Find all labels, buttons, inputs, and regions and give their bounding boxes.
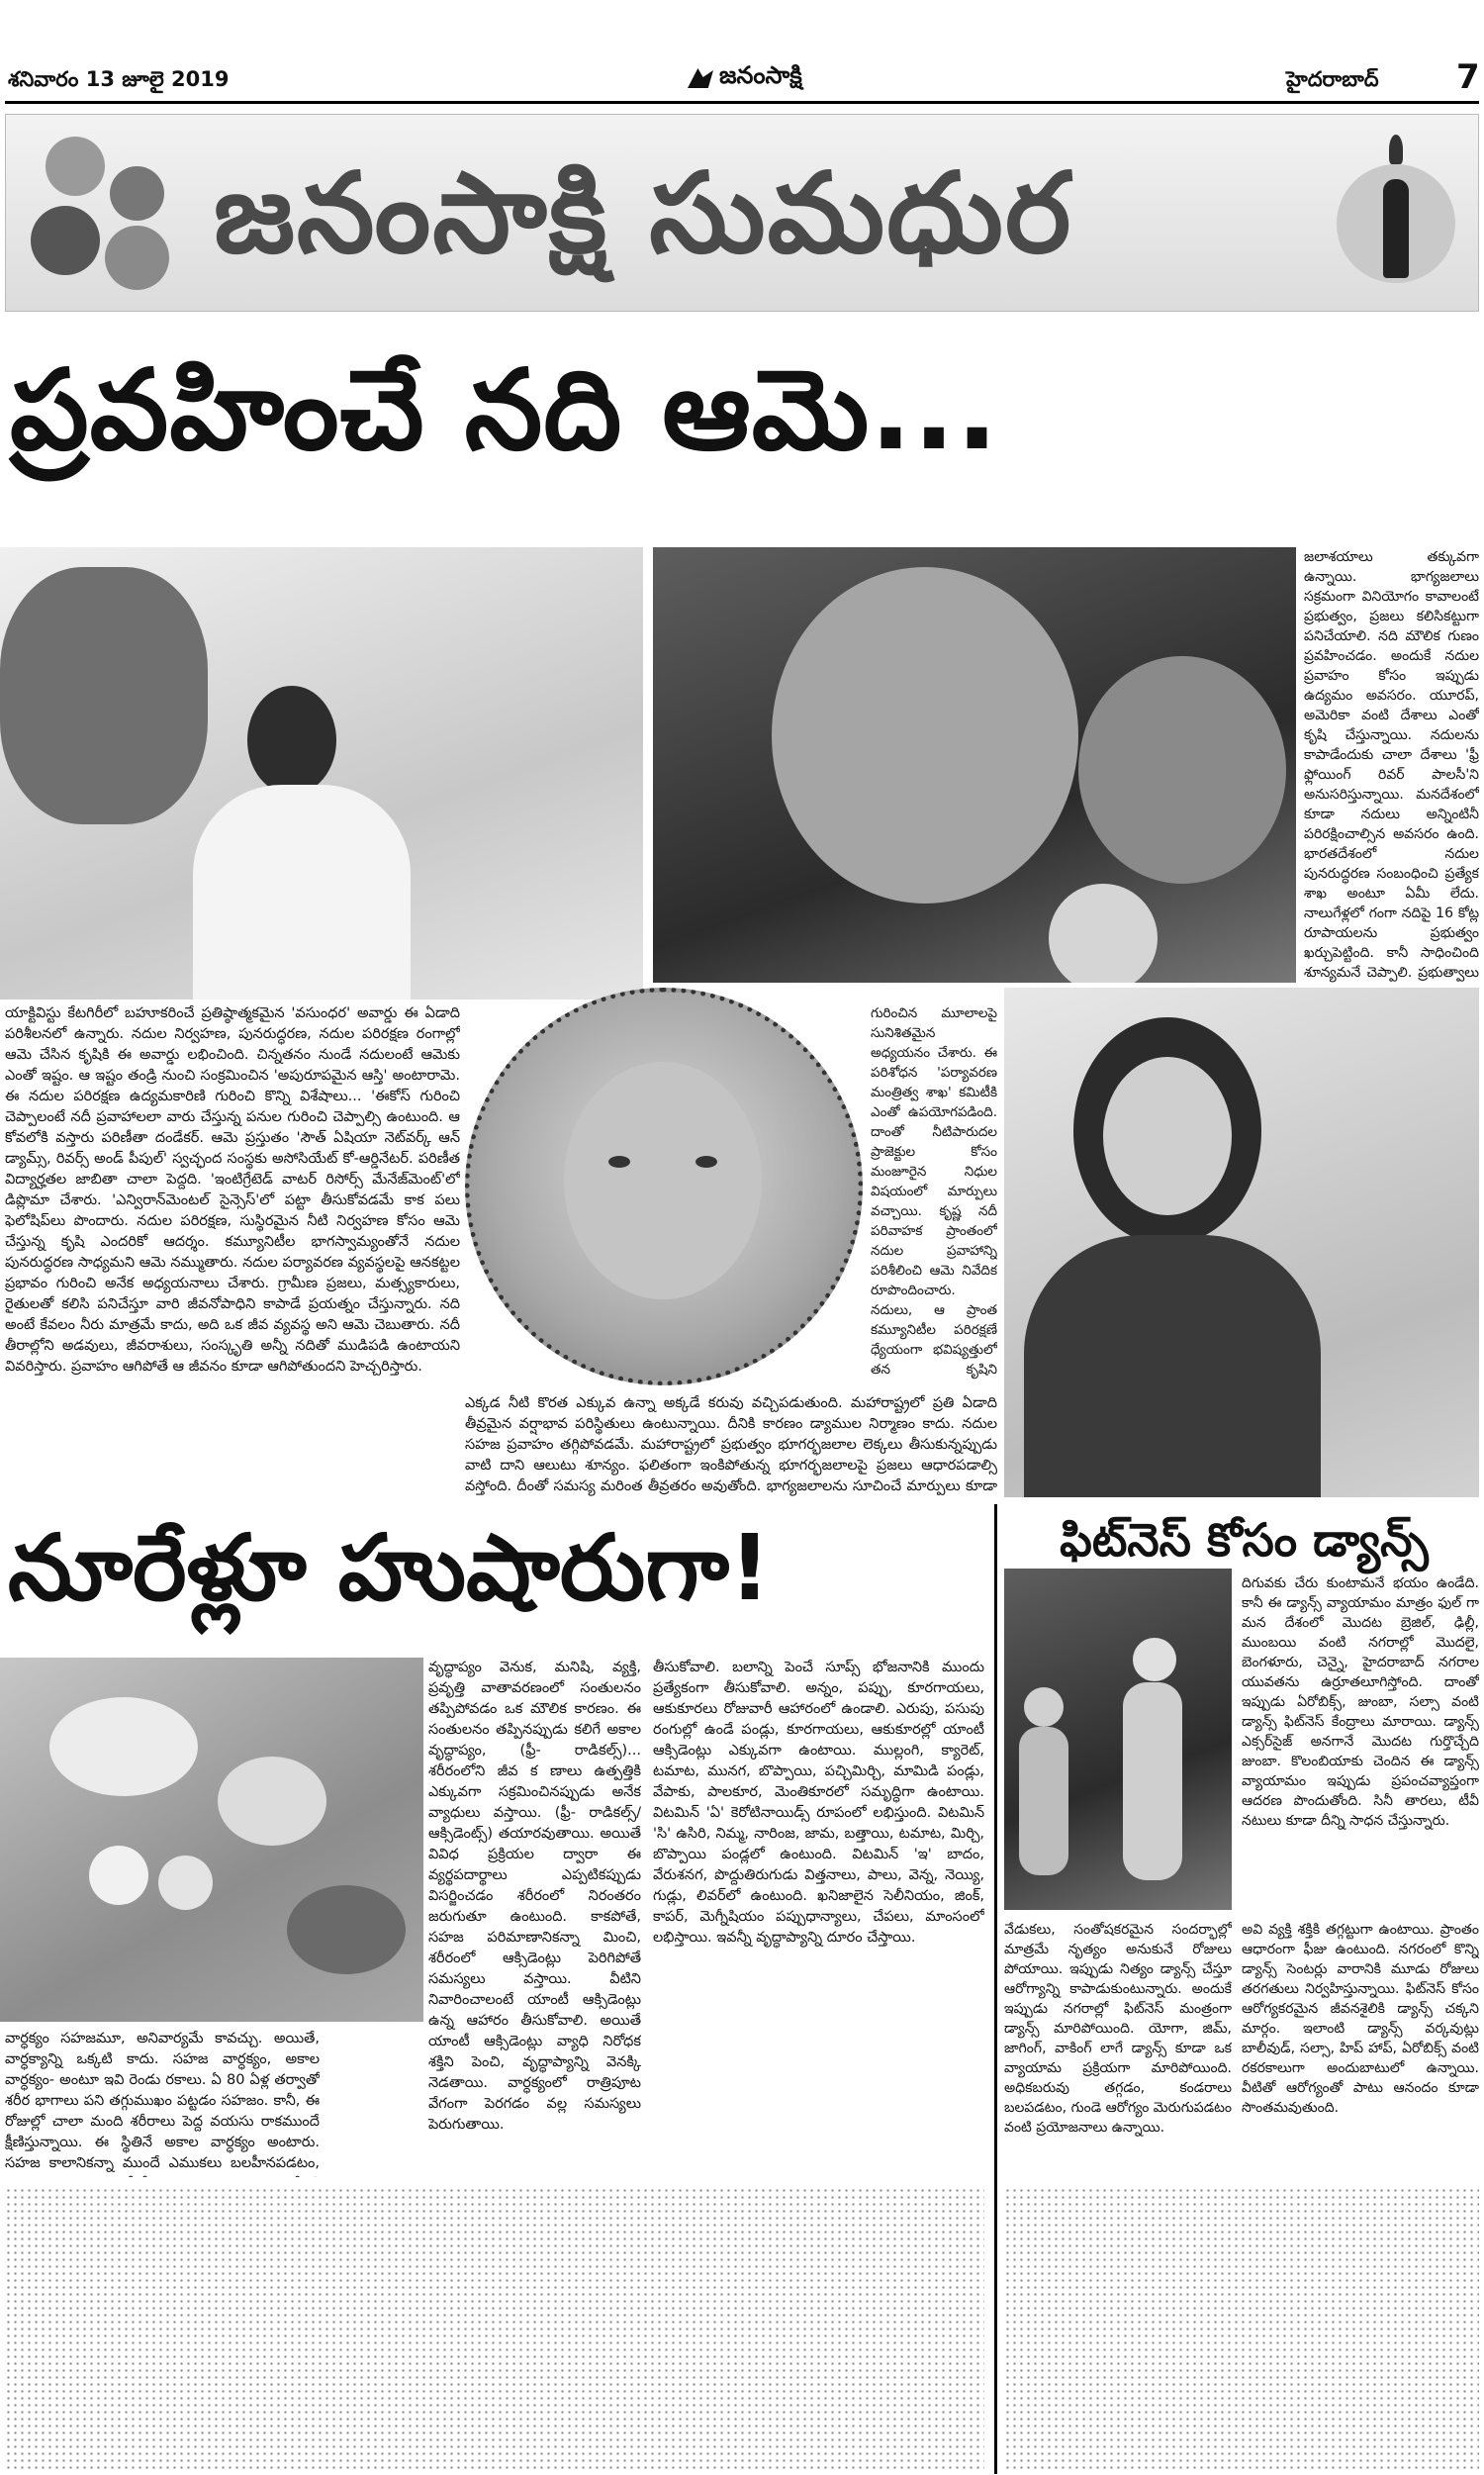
photo-woman-forest xyxy=(0,547,643,1000)
header-date: శనివారం 13 జూలై 2019 xyxy=(8,67,230,91)
banner xyxy=(5,114,1479,312)
story1-col3: జలాశయాలు తక్కువగా ఉన్నాయి. భాగ్యజలాలు సక్రమంగా వినియోగం కావాలంటే ప్రభుత్వం, ప్రజలు కలిసికట్టుగా పనిచేయాలి. నది మౌలిక గుణం ప్రవహించడం. అందుకే నదుల ప్రవాహం కోసం ఇప్పుడు ఉద్యమం అవసరం. యూరప్, అమెరికా వంటి దేశాలు ఎంతో కృషి చేస్తున్నాయి. నదులను కాపాడేందుకు చాలా దేశాలు 'ఫ్రీ ఫ్లోయింగ్ రివర్ పాలసీ'ని అనుసరిస్తున్నాయి. మనదేశంలో కూడా నదులు అన్నింటినీ పరిరక్షించాల్సిన అవసరం ఉంది. భారతదేశంలో నదుల పునరుద్ధరణ సంబంధించి ప్రత్యేక శాఖ అంటూ ఏమీ లేదు. నాలుగేళ్లలో గంగా నదిపై 16 కోట్ల రూపాయలను ప్రభుత్వం ఖర్చుపెట్టింది. కానీ సాధించింది శూన్యమనే చెప్పాలి. ప్రభుత్వాలు xyxy=(1304,549,1479,981)
story2-col3: తీసుకోవాలి. బలాన్ని పెంచే సూప్స్ భోజనానికి ముందు ప్రత్యేకంగా తీసుకోవాలి. అన్నం, పప్పు, కూరగాయలు, ఆకుకూరలు రోజువారీ ఆహారంలో ఉండాలి. ఎరుపు, పసుపు రంగుల్లో ఉండే పండ్లు, కూరగాయలు, ఆకుకూరల్లో యాంటీ ఆక్సిడెంట్లు ఎక్కువగా ఉంటాయి. ముల్లంగి, క్యారెట్, టమాట, మునగ, బొప్పాయి, పచ్చిమిర్చి, మామిడి పండ్లు, వేపాకు, పాలకూర, మెంతికూరలో సమృద్ధిగా ఉంటాయి. విటమిన్ 'ఏ' కెరోటినాయిడ్స్ రూపంలో లభిస్తుంది. విటమిన్ 'సి' ఉసిరి, నిమ్మ, నారింజ, జామ, బత్తాయి, టమాట, మిర్చి, బొప్పాయి పండ్లలో ఉంటుంది. విటమిన్ 'ఇ' బాదం, వేరుశనగ, పొద్దుతిరుగుడు విత్తనాలు, పాలు, వెన్న, నెయ్యి, గుడ్లు, లివర్‌లో ఉంటుంది. ఖనిజాలైన సెలీనియం, జింక్, కాపర్, మెగ్నీషియం పప్పుధాన్యాలు, చేపలు, మాంసంలో లభిస్తాయి. ఇవన్నీ వృద్ధాప్యాన్ని దూరం చేస్తాయి. xyxy=(653,1660,984,1946)
story3-divider xyxy=(994,1504,997,2474)
story2-headline: నూరేళ్లూ హుషారుగా! xyxy=(8,1515,771,1621)
story3-col1: దిగువకు చేరు కుంటామనే భయం ఉండేది. కానీ ఈ డ్యాన్స్ వ్యాయామం మాత్రం ఫుల్ గా మన దేశంలో మొదట బ్రెజిల్, ఢిల్లీ, ముంబయి వంటి నగరాల్లో మొదలై, బెంగళూరు, చెన్నై, హైదరాబాద్ నగరాల యువతను ఉర్రూతలూగిస్తోంది. దాంతో ఇప్పుడు ఏరోబిక్స్, జుంబా, సల్సా వంటి డ్యాన్స్ ఫిట్‌నెస్ కేంద్రాలు మారాయి. డ్యాన్స్ ఎక్సర్‌సైజ్ అనగానే మొదట గుర్తొచ్చేది జుంబా. కొలంబియాకు చెందిన ఈ డ్యాన్స్ వ్యాయామం ఇప్పుడు ప్రపంచవ్యాప్తంగా ఆదరణ పొందుతోంది. సినీ తారలు, టీవీ నటులు కూడా దీన్ని సాధన చేస్తున్నారు. xyxy=(1242,1575,1479,1829)
logo-text: జనంసాక్షి xyxy=(719,61,802,89)
photo-woman-speaking xyxy=(653,547,1296,983)
photo-woman-saree xyxy=(1004,988,1479,1497)
header-city: హైదరాబాద్ xyxy=(1286,67,1379,91)
photo-circle-portrait xyxy=(465,988,863,1385)
story1-headline: ప్రవహించే నది ఆమె... xyxy=(10,346,999,475)
banner-left-illustration xyxy=(16,127,189,300)
story3-col2: వేడుకలు, సంతోషకరమైన సందర్భాల్లో మాత్రమే నృత్యం అనుకునే రోజులు పోయాయి. ఇప్పుడు నిత్యం డ్యాన్స్ చేస్తూ ఆరోగ్యాన్ని కాపాడుకుంటున్నారు. అందుకే ఇప్పుడు నగరాల్లో ఫిట్‌నెస్ మంత్రంగా డ్యాన్స్ మారిపోయింది. యోగా, జిమ్, జాగింగ్, వాకింగ్ లాగే డ్యాన్స్ కూడా ఒక వ్యాయామ ప్రక్రియగా మారిపోయింది. అధికబరువు తగ్గడం, కండరాలు బలపడటం, గుండె ఆరోగ్యం మెరుగుపడటం వంటి ప్రయోజనాలు ఉన్నాయి. xyxy=(1004,1922,1232,2136)
story1-col1: యాక్టివిస్టు కేటగిరీలో బహూకరించే ప్రతిష్ఠాత్మకమైన 'వసుంధర' అవార్డు ఈ ఏడాది పరిశీలనలో ఉన్నారు. నదుల నిర్వహణ, పునరుద్ధరణ, నదుల పరిరక్షణ రంగాల్లో ఆమె చేసిన కృషికి ఈ అవార్డు లభించింది. చిన్నతనం నుండే నదులంటే ఆమెకు ఎంతో ఇష్టం. ఆ ఇష్టం తండ్రి నుంచి సంక్రమించిన 'అపురూపమైన ఆస్తి' అంటారామె. ఈ నదుల పరిరక్షణ ఉద్యమకారిణి గురించి కొన్ని విశేషాలు... 'ఈకోస్ గురించి చెప్పాలంటే నదీ ప్రవాహాలలా వారు చేస్తున్న పనుల గురించి చెప్పాల్సి ఉంటుంది. ఆ కోవలోకి వస్తారు పరిణీతా దండేకర్. ఆమె ప్రస్తుతం 'సౌత్ ఏషియా నెట్‌వర్క్ ఆన్ డ్యామ్స్, రివర్స్ అండ్ పీపుల్' స్వచ్ఛంద సంస్థకు అసోసియేట్ కో-ఆర్డినేటర్. పరిణీత విద్యార్హతల జాబితా చాలా పెద్దది. 'ఇంటిగ్రేటెడ్ వాటర్ రిసోర్స్ మేనేజ్‌మెంట్'లో డిప్లొమా చేశారు. 'ఎన్విరాన్‌మెంటల్ సైన్సెస్'లో పట్టా తీసుకోవడమే కాక పలు ఫెలోషిప్‌లు పొందారు. నదుల పరిరక్షణ, సుస్థిరమైన నీటి నిర్వహణ కోసం ఆమె చేస్తున్న కృషి ఎందరికో ఆదర్శం. కమ్యూనిటీల భాగస్వామ్యంతోనే నదుల పునరుద్ధరణ సాధ్యమని ఆమె నమ్ముతారు. నదుల పర్యావరణ వ్యవస్థలపై ఆనకట్టల ప్రభావం గురించి అనేక అధ్యయనాలు చేశారు. గ్రామీణ ప్రజలు, మత్స్యకారులు, రైతులతో కలిసి పనిచేస్తూ వారి జీవనోపాధిని కాపాడే ప్రయత్నం చేస్తున్నారు. నది అంటే కేవలం నీరు మాత్రమే కాదు, అది ఒక జీవ వ్యవస్థ అని ఆమె చెబుతారు. నదీ తీరాల్లోని అడవులు, జీవరాశులు, సంస్కృతి అన్నీ నదితో ముడిపడి ఉంటాయని వివరిస్తారు. ప్రవాహం ఆగిపోతే ఆ జీవనం కూడా ఆగిపోతుందని హెచ్చరిస్తారు. xyxy=(5,1005,460,1375)
header-rule xyxy=(5,101,1479,104)
photo-dance-fitness xyxy=(1004,1569,1232,1910)
banner-right-emblem xyxy=(1322,135,1470,298)
story3-col3: అవి వ్యక్తి శక్తికి తగ్గట్టుగా ఉంటాయి. ప్రాంతం ఆధారంగా ఫీజు ఉంటుంది. నగరంలో కొన్ని డ్యాన్స్ సెంటర్లు వారానికి మూడు రోజులు తరగతులు నిర్వహిస్తున్నాయి. ఫిట్‌నెస్ కోసం ఆరోగ్యకరమైన జీవనశైలికి డ్యాన్స్ చక్కని మార్గం. ఇలాంటి డ్యాన్స్ వర్కవుట్లు బాలీవుడ్, సల్సా, హిప్ హాప్, ఏరోబిక్స్ వంటి రకరకాలుగా అందుబాటులో ఉన్నాయి. వీటితో ఆరోగ్యంతో పాటు ఆనందం కూడా సొంతమవుతుంది. xyxy=(1242,1922,1479,2116)
story2-col1: వార్ధక్యం సహజమూ, అనివార్యమే కావచ్చు. అయితే, వార్ధక్యాన్ని ఒక్కటి కాదు. సహజ వార్ధక్యం, అకాల వార్ధక్యం- అంటూ ఇవి రెండు రకాలు. ఏ 80 ఏళ్ల తర్వాతో శరీర భాగాలు పని తగ్గుముఖం పట్టడం సహజం. కానీ, ఈ రోజుల్లో చాలా మంది శరీరాలు పెద్ద వయసు రాకముందే క్షీణిస్తున్నాయి. ఈ స్థితినే అకాల వార్ధక్యం అంటారు. సహజ కాలానికన్నా ముందే ఎముకలు బలహీనపడటం, xyxy=(5,2031,320,2171)
logo-icon xyxy=(688,68,713,88)
page-number: 7 xyxy=(1456,57,1480,97)
story1-col2-top: గురించిన మూలాలపై సునిశితమైన అధ్యయనం చేశారు. ఈ పరిశోధన 'పర్యావరణ మంత్రిత్వ శాఖ' కమిటీకి ఎంతో ఉపయోగపడింది. దాంతో నీటిపారుదల ప్రాజెక్టుల కోసం మంజూరైన నిధుల విషయంలో మార్పులు వచ్చాయి. కృష్ణ నదీ పరివాహక ప్రాంతంలో నదుల ప్రవాహాన్ని పరిశీలించి ఆమె నివేదిక రూపొందించారు. నదులు, ఆ ప్రాంత కమ్యూనిటీల పరిరక్షణే ధ్యేయంగా భవిష్యత్తులో తన కృషిని xyxy=(871,1005,997,1378)
story1-col-bottom: ఎక్కడ నీటి కొరత ఎక్కువ ఉన్నా అక్కడే కరువు వచ్చిపడుతుంది. మహారాష్ట్రలో ప్రతి ఏడాది తీవ్రమైన వర్షాభావ పరిస్థితులు ఉంటున్నాయి. దీనికి కారణం డ్యాముల నిర్మాణం కాదు. నదుల సహజ ప్రవాహం తగ్గిపోవడమే. మహారాష్ట్రలో ప్రభుత్వం భూగర్భజలాల లెక్కలు తీసుకున్నప్పుడు వాటి దాని ఆలుటు శూన్యం. ఫలితంగా ఇంకిపోతున్న భూగర్భజలాలపై ప్రజలు ఆధారపడాల్సి వస్తోంది. దీంతో సమస్య మరింత తీవ్రతరం అవుతోంది. భాగ్యజలాలను సూచించే మార్పులు కూడా xyxy=(465,1395,997,1494)
header-logo xyxy=(688,61,802,95)
text-texture-block-1 xyxy=(5,2187,984,2469)
text-texture-block-2 xyxy=(1004,2187,1479,2469)
story2-col2: వృద్ధాప్యం వెనుక, మనిషి, వ్యక్తి, ప్రవృత్తి వాతావరణంలో సంతులనం తప్పిపోవడం ఒక మౌలిక కారణం. ఈ సంతులనం తప్పినప్పుడు కలిగే అకాల వృద్ధాప్యం, (ఫ్రీ- రాడికల్స్)... శరీరంలోని జీవ క ణాలు ఉత్పత్తికి ఎక్కువగా సక్రమించినప్పుడు అనేక వ్యాధులు వస్తాయి. (ఫ్రీ- రాడికల్స్/ ఆక్సిడెంట్స్) తయారవుతాయి. అయితే వివిధ ప్రక్రియల ద్వారా ఈ వ్యర్థపదార్థాలు ఎప్పటికప్పుడు విసర్జించడం శరీరంలో నిరంతరం జరుగుతూ ఉంటుంది. కాకపోతే, సహజ పరిమాణానికన్నా మించి, శరీరంలో ఆక్సిడెంట్లు పెరిగిపోతే సమస్యలు వస్తాయి. వీటిని నివారించాలంటే యాంటీ ఆక్సిడెంట్లు ఉన్న ఆహారం తీసుకోవాలి. అయితే యాంటీ ఆక్సిడెంట్లు వ్యాధి నిరోధక శక్తిని పెంచి, వృద్ధాప్యాన్ని వెనక్కి నెడతాయి. వార్ధక్యంలో రాత్రిపూట వేగంగా పెరగడం వల్ల సమస్యలు పెరుగుతాయి. xyxy=(428,1660,641,2133)
story3-headline: ఫిట్‌నెస్ కోసం డ్యాన్స్ xyxy=(1060,1513,1429,1567)
banner-title: జనంసాక్షి సుమధుర xyxy=(214,149,1073,278)
